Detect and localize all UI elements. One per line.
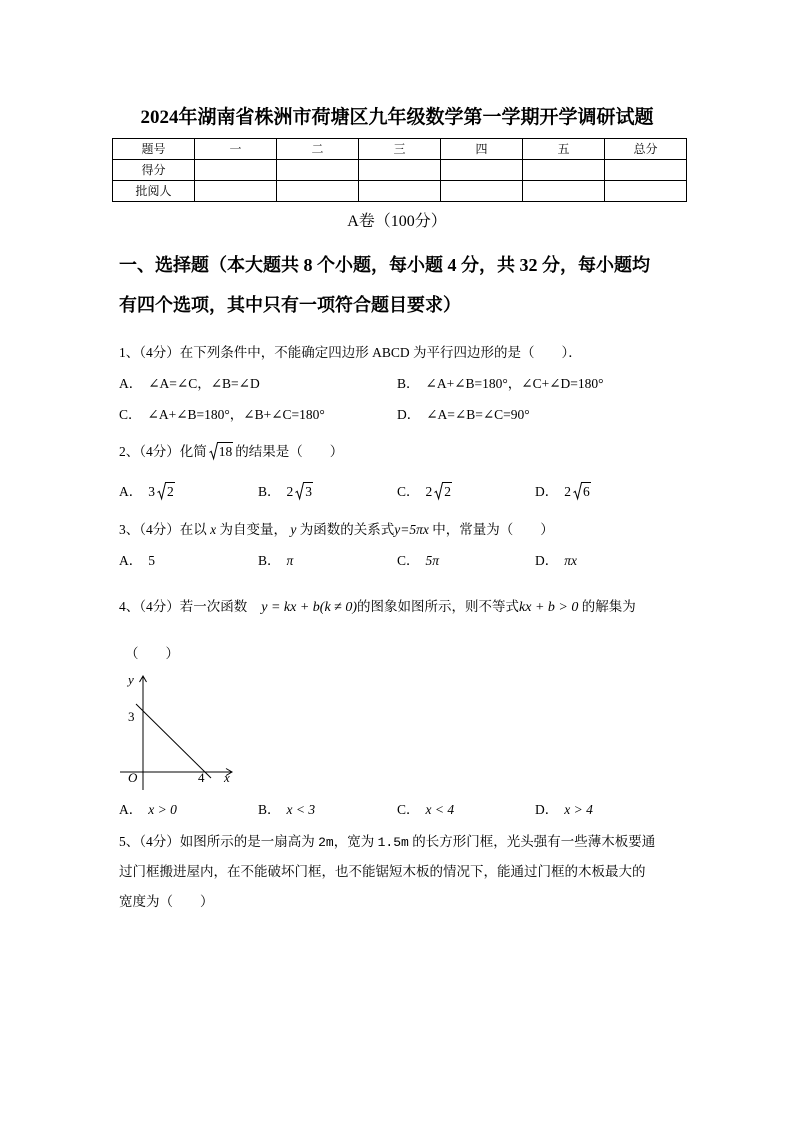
- header-cell-2: 二: [277, 139, 359, 160]
- q3-option-c: [397, 551, 439, 571]
- function-line: [136, 704, 211, 778]
- header-cell-3: 三: [359, 139, 441, 160]
- option-text: x > 0: [148, 802, 177, 817]
- header-cell-4: 四: [441, 139, 523, 160]
- option-label: B．: [258, 484, 281, 499]
- option-label: C．: [119, 407, 142, 422]
- q2-option-b: [258, 481, 315, 503]
- option-text: ∠A+∠B=180°，∠B+∠C=180°: [147, 407, 325, 422]
- score-cell: [523, 160, 605, 181]
- square-root: [573, 482, 591, 500]
- radical-sign-icon: [573, 482, 582, 500]
- section-heading-line-2: 有四个选项，其中只有一项符合题目要求）: [119, 295, 461, 315]
- x-axis-label: x: [224, 770, 230, 785]
- origin-label: O: [128, 770, 138, 785]
- option-text: 5π: [425, 553, 440, 568]
- question-5-line-2: 过门框搬进屋内，在不能破坏门框，也不能锯短木板的情况下，能通过门框的木板最大的: [119, 864, 646, 879]
- option-coefficient: 2: [286, 484, 294, 499]
- q1-option-b: [397, 374, 604, 394]
- option-label: C．: [397, 553, 420, 568]
- option-text: x < 3: [286, 802, 316, 817]
- option-label: A．: [119, 553, 143, 568]
- question-text: 在以: [179, 522, 211, 537]
- q3-option-a: [119, 551, 155, 571]
- question-text: ，宽为: [333, 834, 378, 849]
- square-root: [434, 482, 452, 500]
- option-label: D．: [535, 802, 559, 817]
- question-3: [119, 520, 554, 540]
- radicand: 2: [444, 484, 452, 499]
- radicand: 3: [305, 484, 313, 499]
- q3-option-d: [535, 551, 577, 571]
- question-text: 中，常量为（ ）: [428, 522, 554, 537]
- variable-y: y: [290, 522, 297, 537]
- radicand: 18: [218, 444, 233, 459]
- option-text: ∠A=∠C，∠B=∠D: [148, 376, 260, 391]
- x-intercept-label: 4: [198, 770, 205, 785]
- header-cell-question-number: 题号: [113, 139, 195, 160]
- q4-option-c: [397, 800, 454, 820]
- q1-option-d: [397, 405, 530, 425]
- radical-sign-icon: [434, 482, 443, 500]
- question-text: 的长方形门框，光头强有一些薄木板要通: [408, 834, 656, 849]
- option-text: ∠A+∠B=180°，∠C+∠D=180°: [425, 376, 604, 391]
- question-number: 2、（4分）: [119, 444, 180, 459]
- option-label: D．: [535, 484, 559, 499]
- option-label: B．: [258, 802, 281, 817]
- reviewer-cell: [277, 181, 359, 202]
- square-root: [209, 442, 234, 460]
- exam-title: 2024年湖南省株洲市荷塘区九年级数学第一学期开学调研试题: [140, 107, 654, 128]
- reviewer-cell: [605, 181, 687, 202]
- radicand: 6: [583, 484, 590, 499]
- section-heading-line-1: 一、选择题（本大题共 8 个小题，每小题 4 分，共 32 分，每小题均: [119, 255, 650, 275]
- reviewer-row-label: 批阅人: [113, 181, 195, 202]
- question-5-line-1: [119, 832, 655, 853]
- option-label: C．: [397, 484, 420, 499]
- score-row: [113, 160, 687, 181]
- question-text: 若一次函数: [179, 599, 248, 614]
- y-intercept-label: 3: [128, 709, 135, 724]
- option-text: πx: [564, 553, 578, 568]
- score-cell: [195, 160, 277, 181]
- question-2: [119, 441, 343, 463]
- square-root: [157, 482, 175, 500]
- option-label: D．: [397, 407, 421, 422]
- question-number: 5、（4分）: [119, 834, 180, 849]
- question-5-line-3: 宽度为（ ）: [119, 894, 214, 909]
- q4-option-a: [119, 800, 177, 820]
- question-number: 4、（4分）: [119, 599, 180, 614]
- q1-option-a: [119, 374, 260, 394]
- reviewer-cell: [441, 181, 523, 202]
- q1-option-c: [119, 405, 325, 425]
- radical-sign-icon: [157, 482, 166, 500]
- question-text: 为自变量，: [216, 522, 291, 537]
- option-text: 5: [148, 553, 155, 568]
- door-width: 1.5m: [377, 835, 409, 850]
- score-table-header-row: [113, 139, 687, 160]
- question-text: 的图象如图所示，则不等式: [357, 599, 520, 614]
- question-1: [119, 343, 582, 363]
- option-text: ∠A=∠B=∠C=90°: [426, 407, 530, 422]
- linear-function-formula: y = kx + b(k ≠ 0): [261, 600, 358, 615]
- score-cell: [277, 160, 359, 181]
- header-cell-5: 五: [523, 139, 605, 160]
- option-coefficient: 3: [148, 484, 155, 499]
- reviewer-cell: [195, 181, 277, 202]
- q2-option-c: [397, 481, 454, 503]
- question-text: 如图所示的是一扇高为: [179, 834, 319, 849]
- question-text-before: 化简: [179, 444, 207, 459]
- option-label: B．: [258, 553, 281, 568]
- radical-sign-icon: [295, 482, 304, 500]
- radicand: 2: [167, 484, 174, 499]
- score-table: [112, 138, 687, 202]
- option-coefficient: 2: [425, 484, 433, 499]
- option-label: A．: [119, 802, 143, 817]
- option-label: D．: [535, 553, 559, 568]
- question-text: 在下列条件中，不能确定四边形 ABCD 为平行四边形的是（ ）．: [179, 345, 582, 360]
- question-text: 为函数的关系式: [296, 522, 395, 537]
- option-text: π: [286, 553, 294, 568]
- q4-option-b: [258, 800, 315, 820]
- score-row-label: 得分: [113, 160, 195, 181]
- score-cell: [605, 160, 687, 181]
- question-text: 的解集为: [578, 599, 636, 614]
- reviewer-row: [113, 181, 687, 202]
- option-text: x > 4: [564, 802, 593, 817]
- q2-option-d: [535, 481, 593, 503]
- question-number: 1、（4分）: [119, 345, 180, 360]
- reviewer-cell: [359, 181, 441, 202]
- header-cell-total: 总分: [605, 139, 687, 160]
- score-cell: [441, 160, 523, 181]
- square-root: [295, 482, 313, 500]
- q3-option-b: [258, 551, 293, 571]
- option-text: x < 4: [425, 802, 455, 817]
- question-number: 3、（4分）: [119, 522, 180, 537]
- y-axis-label: y: [128, 672, 134, 687]
- option-label: C．: [397, 802, 420, 817]
- option-label: A．: [119, 376, 143, 391]
- function-formula: y=5πx: [394, 522, 429, 537]
- question-4: [119, 596, 636, 619]
- door-height: 2m: [318, 835, 334, 850]
- q2-option-a: [119, 481, 177, 503]
- q4-option-d: [535, 800, 593, 820]
- header-cell-1: 一: [195, 139, 277, 160]
- question-text-after: 的结果是（ ）: [235, 444, 344, 459]
- function-graph: [112, 668, 237, 793]
- section-label: A卷（100分）: [347, 213, 447, 230]
- inequality-formula: kx + b > 0: [519, 600, 579, 615]
- score-cell: [359, 160, 441, 181]
- option-label: A．: [119, 484, 143, 499]
- variable-x: x: [210, 522, 217, 537]
- reviewer-cell: [523, 181, 605, 202]
- answer-blank: （ ）: [125, 646, 179, 661]
- option-coefficient: 2: [564, 484, 571, 499]
- option-label: B．: [397, 376, 420, 391]
- radical-sign-icon: [209, 442, 218, 460]
